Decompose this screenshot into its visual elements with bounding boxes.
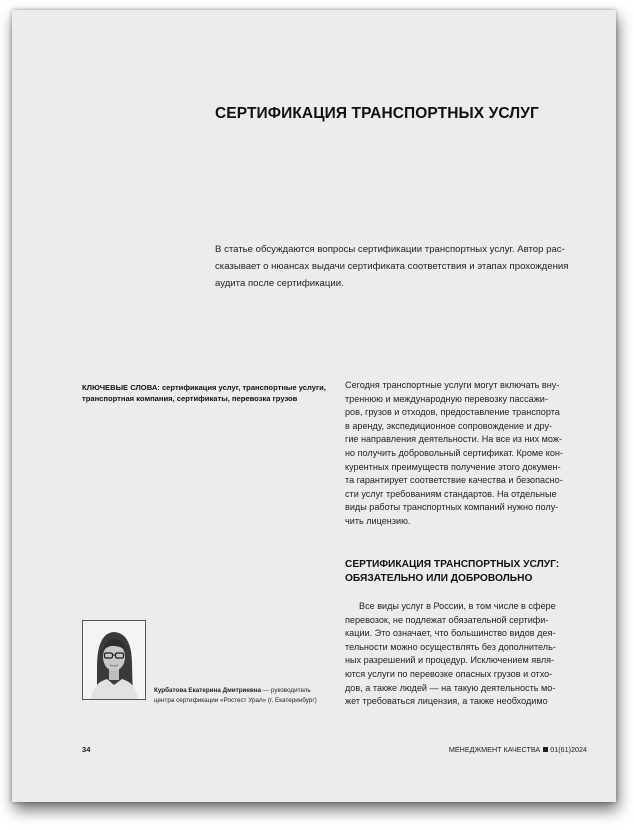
- abstract-line: аудита после сертификации.: [215, 277, 344, 289]
- author-portrait-icon: [83, 621, 145, 699]
- body-paragraph: [345, 600, 587, 709]
- keywords-text: сертификация услуг, транспортные услуги,: [159, 383, 326, 392]
- author-name: Курбатова Екатерина Дмитриевна: [154, 687, 262, 694]
- intro-line: виды работы транспортных компаний нужно полу-: [345, 502, 559, 513]
- intro-paragraph: [345, 379, 587, 529]
- intro-line: та гарантирует соответствие качества и безопасно-: [345, 475, 563, 486]
- keywords-text: транспортная компания, сертификаты, перевозка грузов: [82, 394, 298, 403]
- body-line: тельности можно осуществлять без дополнитель-: [345, 641, 556, 652]
- journal-name: МЕНЕДЖМЕНТ КАЧЕСТВА: [448, 745, 541, 754]
- intro-line: чить лицензию.: [345, 515, 411, 526]
- journal-page: [12, 10, 616, 802]
- intro-line: сти услуг требованиям стандартов. На отдельные: [345, 488, 557, 499]
- intro-line: ров, грузов и отходов, предоставление транспорта: [345, 407, 560, 418]
- author-role: центра сертификации «Ростест Урал» (г. Екатеринбург): [154, 696, 317, 704]
- section-heading: [345, 558, 595, 586]
- body-line: Все виды услуг в России, в том числе в сфере: [359, 601, 556, 611]
- keywords-label: КЛЮЧЕВЫЕ СЛОВА:: [82, 383, 160, 392]
- section-heading-line: СЕРТИФИКАЦИЯ ТРАНСПОРТНЫХ УСЛУГ:: [345, 559, 560, 570]
- author-role: — руководитель: [261, 687, 311, 694]
- article-abstract: [215, 242, 585, 292]
- author-caption: [154, 686, 344, 705]
- body-line: дов, а также людей — на такую деятельность мо-: [345, 682, 556, 693]
- body-line: перевозок, не подлежат обязательной сертифи-: [345, 614, 549, 625]
- square-bullet-icon: [543, 747, 548, 752]
- intro-line: курентных преимуществ получение этого докумен-: [345, 461, 561, 472]
- intro-line: но получить добровольный сертификат. Кроме кон-: [345, 447, 563, 458]
- article-title: СЕРТИФИКАЦИЯ ТРАНСПОРТНЫХ УСЛУГ: [215, 105, 539, 122]
- intro-line: гие направления деятельности. На все из них мож-: [345, 434, 562, 445]
- page-number: 34: [82, 745, 91, 754]
- body-line: кации. Это означает, что большинство видов дея-: [345, 628, 556, 639]
- section-heading-line: ОБЯЗАТЕЛЬНО ИЛИ ДОБРОВОЛЬНО: [345, 573, 533, 584]
- intro-line: Сегодня транспортные услуги могут включать вну-: [345, 380, 560, 390]
- abstract-line: сказывает о нюансах выдачи сертификата соответствия и этапах прохождения: [215, 260, 569, 272]
- body-line: ются услуги по перевозке опасных грузов и отхо-: [345, 668, 553, 679]
- intro-line: в аренду, экспедиционное сопровождение и дру-: [345, 420, 553, 431]
- body-line: жет требоваться лицензия, а также необходимо: [345, 696, 548, 707]
- author-photo: [82, 620, 146, 700]
- intro-line: треннюю и международную перевозку пассажи-: [345, 393, 548, 404]
- journal-issue: 01(61)2024: [550, 745, 587, 754]
- keywords-block: [82, 382, 340, 404]
- abstract-line: В статье обсуждаются вопросы сертификации транспортных услуг. Автор рас-: [215, 244, 565, 255]
- journal-footer: [449, 745, 587, 754]
- body-line: ных разрешений и процедур. Исключением явля-: [345, 655, 555, 666]
